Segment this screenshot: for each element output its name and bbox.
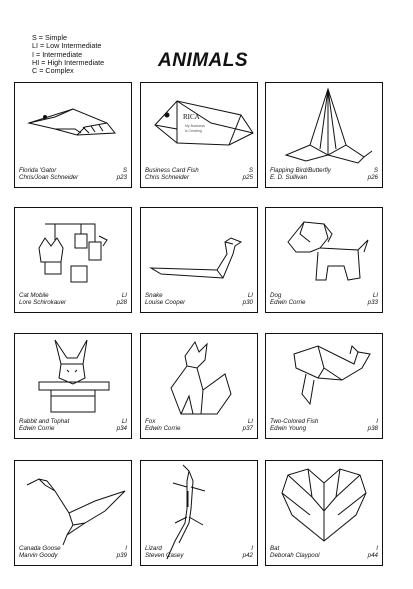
bat-figure-icon — [266, 461, 383, 566]
animal-author: Lore Schirokauer — [19, 299, 67, 306]
animal-page: p25 — [242, 174, 253, 181]
animal-name: Rabbit and Tophat — [19, 418, 70, 425]
animal-author: Edwin Corrie — [145, 425, 181, 432]
animal-level: LI — [121, 418, 127, 425]
animal-page: p28 — [116, 299, 127, 306]
animal-level: I — [376, 418, 378, 425]
animal-card[interactable] — [140, 82, 258, 188]
fish-card-line: My Business — [185, 124, 205, 128]
animal-author: Chris/Joan Schneider — [19, 174, 79, 181]
animal-page: p37 — [242, 425, 253, 432]
animal-card[interactable] — [14, 207, 132, 313]
dog-figure-icon — [266, 208, 383, 313]
animal-card[interactable] — [265, 460, 383, 566]
animal-name: Bat — [270, 545, 280, 552]
animal-page: p23 — [116, 174, 127, 181]
animal-name: Two-Colored Fish — [270, 418, 319, 425]
animal-name: Cat Mobile — [19, 292, 49, 299]
animal-card[interactable] — [14, 460, 132, 566]
animal-level: I — [376, 545, 378, 552]
animal-name: Lizard — [145, 545, 162, 552]
animal-level: LI — [247, 418, 253, 425]
animal-level: I — [125, 545, 127, 552]
animal-card[interactable] — [14, 333, 132, 439]
animal-author: Deborah Claypool — [270, 552, 320, 559]
page-title: ANIMALS — [158, 50, 249, 71]
legend-line: I = Intermediate — [32, 49, 83, 59]
animal-name: Florida 'Gator — [19, 167, 57, 174]
animal-page: p34 — [116, 425, 127, 432]
animal-level: I — [251, 545, 253, 552]
animal-page: p38 — [367, 425, 378, 432]
legend-line: S = Simple — [32, 33, 67, 42]
animal-page: p26 — [367, 174, 378, 181]
animal-card[interactable] — [265, 333, 383, 439]
animal-author: Steven Casey — [145, 552, 184, 559]
animal-name: Canada Goose — [19, 545, 61, 552]
animal-level: S — [373, 167, 378, 174]
animal-card[interactable] — [265, 82, 383, 188]
animal-name: Dog — [270, 292, 282, 299]
legend-line: C = Complex — [32, 66, 74, 76]
animal-card[interactable] — [140, 333, 258, 439]
fox-figure-icon — [141, 334, 258, 439]
animal-author: Chris Schneider — [145, 174, 190, 181]
animal-page: p39 — [116, 552, 127, 559]
animal-name: Fox — [145, 418, 156, 425]
animal-author: Edwin Corrie — [19, 425, 55, 432]
animal-name: Flapping Bird/Butterfly — [270, 167, 331, 174]
legend-line: HI = High Intermediate — [32, 57, 105, 67]
animal-page: p30 — [242, 299, 253, 306]
animal-page: p42 — [242, 552, 253, 559]
animal-author: E. D. Sullivan — [270, 174, 308, 181]
animal-level: S — [248, 167, 253, 174]
animal-card[interactable] — [14, 82, 132, 188]
animal-page: p33 — [367, 299, 378, 306]
animal-author: Edwin Young — [270, 425, 307, 432]
animal-page: p44 — [367, 552, 378, 559]
animal-level: LI — [121, 292, 127, 299]
animal-author: Edwin Corrie — [270, 299, 306, 306]
animal-card[interactable] — [265, 207, 383, 313]
animal-author: Marvin Goody — [19, 552, 58, 559]
animal-level: LI — [247, 292, 253, 299]
animal-name: Business Card Fish — [145, 167, 199, 174]
legend-line: LI = Low Intermediate — [32, 41, 102, 51]
animal-author: Louise Cooper — [145, 299, 186, 306]
animal-card[interactable] — [140, 460, 258, 566]
level-legend — [32, 34, 104, 75]
fish-card-word: RICA — [183, 113, 200, 121]
animal-name: Snake — [145, 292, 163, 299]
animal-level: LI — [372, 292, 378, 299]
fish-card-line: is Creating — [185, 129, 202, 133]
animal-level: S — [122, 167, 127, 174]
animal-card[interactable] — [140, 207, 258, 313]
